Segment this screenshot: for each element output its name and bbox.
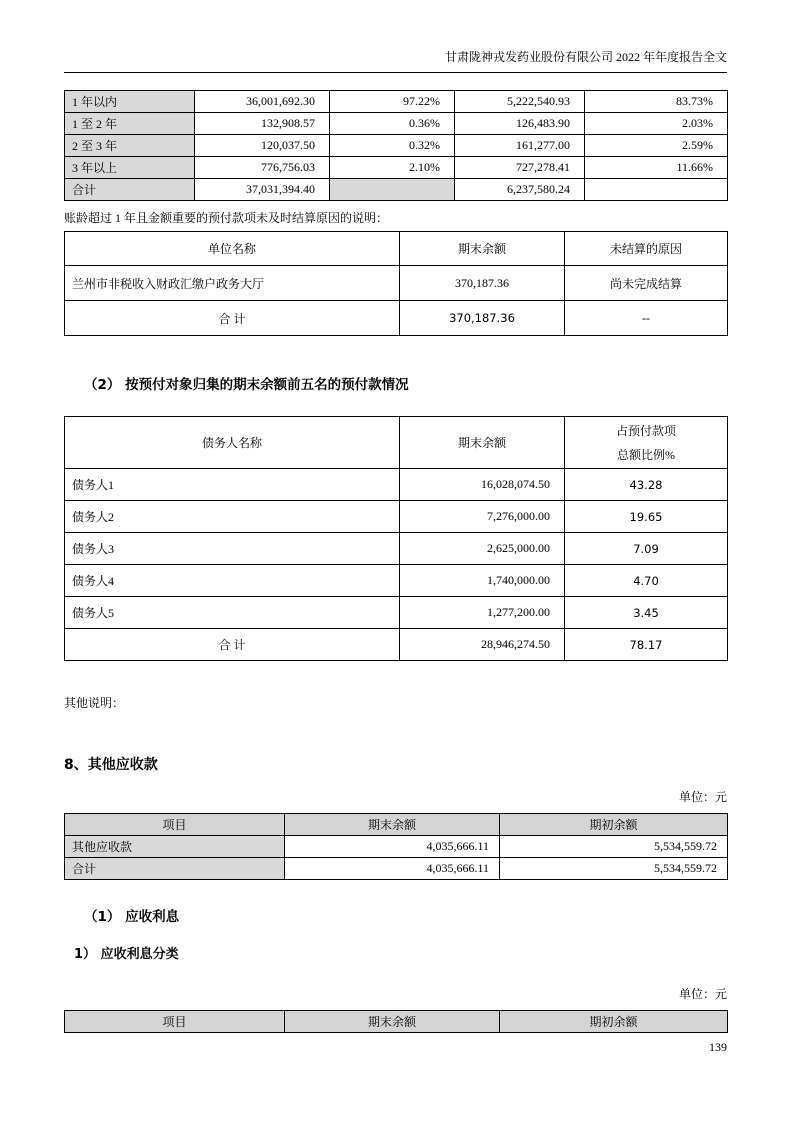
column-header: 期末余额 <box>400 417 565 469</box>
table-cell: 120,037.50 <box>195 135 330 157</box>
table-cell: 161,277.00 <box>455 135 585 157</box>
table-row <box>65 533 728 565</box>
column-header: 未结算的原因 <box>565 232 728 266</box>
table-header-row <box>65 417 728 469</box>
table-cell: 83.73% <box>585 91 728 113</box>
overdue-note: 账龄超过 1 年且金额重要的预付款项未及时结算原因的说明： <box>64 211 389 225</box>
table-cell: 7,276,000.00 <box>400 501 565 533</box>
table-cell: 727,278.41 <box>455 157 585 179</box>
table-cell: 3.45 <box>565 597 728 629</box>
column-header: 项目 <box>65 814 285 836</box>
table-total-row <box>65 629 728 661</box>
table-total-row <box>65 858 728 880</box>
table-row <box>65 597 728 629</box>
page-number: 139 <box>709 1040 727 1054</box>
table-cell: 1,277,200.00 <box>400 597 565 629</box>
table-cell: 78.17 <box>565 629 728 661</box>
table-cell: 370,187.36 <box>400 301 565 336</box>
column-header: 债务人名称 <box>65 417 400 469</box>
unit-label: 单位：元 <box>678 987 727 1001</box>
section-heading-prepay-top5: （2） 按预付对象归集的期末余额前五名的预付款情况 <box>84 377 409 393</box>
table-row <box>65 469 728 501</box>
table-cell: 19.65 <box>565 501 728 533</box>
table-cell: 1,740,000.00 <box>400 565 565 597</box>
table-row <box>65 113 728 135</box>
table-cell: 债务人2 <box>65 501 400 533</box>
table-cell: 4,035,666.11 <box>285 836 500 858</box>
section-heading-other-receivables: 8、其他应收款 <box>64 757 158 773</box>
table-header-row <box>65 1011 728 1033</box>
table-header-row <box>65 232 728 266</box>
aging-label-cell: 2 至 3 年 <box>65 135 195 157</box>
table-cell: 6,237,580.24 <box>455 179 585 201</box>
table-cell: 36,001,692.30 <box>195 91 330 113</box>
table-cell: 2,625,000.00 <box>400 533 565 565</box>
column-header: 期末余额 <box>400 232 565 266</box>
table-cell: 5,534,559.72 <box>500 858 728 880</box>
table-cell: 4,035,666.11 <box>285 858 500 880</box>
table-cell: 5,534,559.72 <box>500 836 728 858</box>
aging-label-cell: 3 年以上 <box>65 157 195 179</box>
table-cell: 尚未完成结算 <box>565 266 728 301</box>
table-total-row <box>65 301 728 336</box>
column-header: 期初余额 <box>500 1011 728 1033</box>
column-header: 期末余额 <box>285 814 500 836</box>
table-cell: -- <box>565 301 728 336</box>
table-cell: 43.28 <box>565 469 728 501</box>
table-cell: 0.32% <box>330 135 455 157</box>
table-cell: 132,908.57 <box>195 113 330 135</box>
table-cell: 5,222,540.93 <box>455 91 585 113</box>
table-cell: 合计 <box>65 858 285 880</box>
column-header-line2: 总额比例% <box>617 447 675 462</box>
interest-receivable-table <box>64 1010 728 1033</box>
table-cell: 2.10% <box>330 157 455 179</box>
section-heading-interest: （1） 应收利息 <box>84 909 180 925</box>
section-heading-interest-class: 1） 应收利息分类 <box>74 947 179 962</box>
table-cell: 债务人3 <box>65 533 400 565</box>
table-cell: 37,031,394.40 <box>195 179 330 201</box>
table-cell: 0.36% <box>330 113 455 135</box>
table-cell: 合 计 <box>65 629 400 661</box>
aging-table <box>64 90 728 201</box>
table-cell: 债务人1 <box>65 469 400 501</box>
table-cell-empty <box>330 179 455 201</box>
column-header <box>565 417 728 469</box>
table-cell: 4.70 <box>565 565 728 597</box>
aging-label-cell: 合计 <box>65 179 195 201</box>
other-receivables-table <box>64 813 728 880</box>
table-cell: 7.09 <box>565 533 728 565</box>
table-row <box>65 565 728 597</box>
table-cell: 兰州市非税收入财政汇缴户政务大厅 <box>65 266 400 301</box>
table-cell: 合 计 <box>65 301 400 336</box>
table-cell: 债务人4 <box>65 565 400 597</box>
top5-prepayment-table <box>64 416 728 661</box>
table-row <box>65 135 728 157</box>
column-header: 期初余额 <box>500 814 728 836</box>
table-cell: 370,187.36 <box>400 266 565 301</box>
table-row <box>65 157 728 179</box>
table-cell: 16,028,074.50 <box>400 469 565 501</box>
table-row <box>65 91 728 113</box>
table-row <box>65 501 728 533</box>
table-cell: 97.22% <box>330 91 455 113</box>
column-header: 项目 <box>65 1011 285 1033</box>
unit-label: 单位：元 <box>678 790 727 804</box>
table-row <box>65 266 728 301</box>
table-cell: 28,946,274.50 <box>400 629 565 661</box>
table-cell: 11.66% <box>585 157 728 179</box>
table-row <box>65 836 728 858</box>
report-header-title: 甘肃陇神戎发药业股份有限公司 2022 年年度报告全文 <box>64 50 727 73</box>
column-header-line1: 占预付款项 <box>615 423 676 438</box>
table-cell: 2.59% <box>585 135 728 157</box>
other-note: 其他说明： <box>64 696 125 710</box>
aging-label-cell: 1 年以内 <box>65 91 195 113</box>
column-header: 单位名称 <box>65 232 400 266</box>
settlement-table <box>64 231 728 336</box>
table-cell: 2.03% <box>585 113 728 135</box>
table-cell: 776,756.03 <box>195 157 330 179</box>
table-cell-empty <box>585 179 728 201</box>
aging-label-cell: 1 至 2 年 <box>65 113 195 135</box>
table-cell: 债务人5 <box>65 597 400 629</box>
column-header: 期末余额 <box>285 1011 500 1033</box>
table-cell: 其他应收款 <box>65 836 285 858</box>
table-total-row <box>65 179 728 201</box>
table-header-row <box>65 814 728 836</box>
table-cell: 126,483.90 <box>455 113 585 135</box>
